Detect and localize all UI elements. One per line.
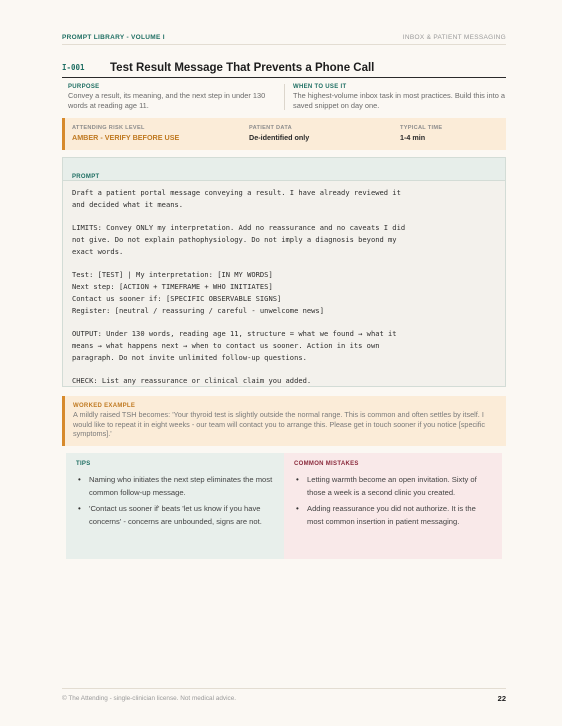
when-to-use-section (293, 84, 505, 110)
patient-data-label: PATIENT DATA (249, 125, 292, 131)
prompt-panel (62, 157, 506, 387)
patient-data-value: De-identified only (249, 133, 310, 142)
purpose-text: Convey a result, its meaning, and the next step in under 130 words at reading age 11. (68, 91, 266, 110)
prompt-paragraph: LIMITS: Convey ONLY my interpretation. Add no reassurance and no caveats I did not give. Do not explain pathophysiology. Do not imply a diagnosis beyond my exact words. (72, 223, 406, 256)
when-label: WHEN TO USE IT (293, 84, 347, 90)
footer-divider (62, 688, 506, 689)
example-label: WORKED EXAMPLE (73, 403, 136, 409)
mistake-text: Letting warmth become an open invitation. Sixty of those a week is a second clinic you created. (307, 475, 477, 497)
title-divider (62, 77, 506, 78)
page-number: 22 (497, 693, 506, 703)
mistakes-panel (284, 453, 502, 559)
running-header (62, 30, 506, 44)
header-volume: PROMPT LIBRARY - VOLUME I (62, 33, 165, 41)
mistakes-label: COMMON MISTAKES (294, 461, 359, 467)
purpose-section (68, 84, 272, 110)
list-item (76, 502, 276, 528)
page-title: Test Result Message That Prevents a Phone Call (110, 62, 375, 74)
mistakes-list (294, 473, 492, 528)
bullet-icon: • (296, 475, 299, 484)
prompt-header (63, 158, 505, 181)
entry-code: I-001 (62, 63, 85, 72)
patient-data (249, 125, 309, 142)
list-item (76, 473, 276, 499)
when-text: The highest-volume inbox task in most practices. Build this into a saved snippet on day one. (293, 91, 505, 110)
header-divider (62, 44, 506, 45)
prompt-paragraph: Draft a patient portal message conveying a result. I have already reviewed it and decided what it means. (72, 188, 401, 209)
tips-panel (66, 453, 286, 559)
list-item (294, 473, 492, 499)
column-divider (284, 84, 285, 110)
example-text: A mildly raised TSH becomes: 'Your thyroid test is slightly outside the normal range. This is common and often settles by itself. I would like to repeat it in eight weeks - our team will contact you to arrange this. Please get in touch sooner if you notice [specific symptoms].' (73, 410, 486, 439)
list-item (294, 502, 492, 528)
prompt-paragraph: OUTPUT: Under 130 words, reading age 11, structure = what we found → what it means → what happens next → when to contact us sooner. Action in its own paragraph. Do not invite unlimited follow-up questions. (72, 329, 397, 362)
header-section: INBOX & PATIENT MESSAGING (402, 33, 506, 41)
purpose-label: PURPOSE (68, 84, 100, 90)
typical-time-label: TYPICAL TIME (400, 125, 443, 131)
worked-example-panel (62, 396, 506, 446)
prompt-paragraph: Test: [TEST] | My interpretation: [IN MY WORDS] Next step: [ACTION + TIMEFRAME + WHO INITIATES] Contact us sooner if: [SPECIFIC OBSERVABLE SIGNS] Register: [neutral / reassuring / careful - unwelcome news] (72, 270, 324, 315)
typical-time (400, 125, 442, 142)
tip-text: 'Contact us sooner if' beats 'let us know if you have concerns' - concerns are unbounded, signs are not. (89, 504, 262, 526)
tip-text: Naming who initiates the next step eliminates the most common follow-up message. (89, 475, 273, 497)
bullet-icon: • (78, 504, 81, 513)
prompt-label: PROMPT (72, 174, 100, 180)
prompt-text (63, 181, 505, 387)
entry-title-row (62, 62, 506, 78)
tips-label: TIPS (76, 461, 91, 467)
typical-time-value: 1-4 min (400, 133, 426, 142)
risk-label: ATTENDING RISK LEVEL (72, 125, 145, 131)
mistake-text: Adding reassurance you did not authorize. It is the most common insertion in patient messaging. (307, 504, 476, 526)
footer-license: © The Attending - single-clinician license. Not medical advice. (62, 694, 237, 702)
risk-value: AMBER - VERIFY BEFORE USE (72, 133, 180, 142)
bullet-icon: • (78, 475, 81, 484)
meta-panel (62, 118, 506, 150)
tips-list (76, 473, 276, 528)
bullet-icon: • (296, 504, 299, 513)
risk-level (72, 125, 179, 142)
prompt-paragraph: CHECK: List any reassurance or clinical claim you added. (72, 376, 312, 385)
page-footer (62, 692, 506, 704)
